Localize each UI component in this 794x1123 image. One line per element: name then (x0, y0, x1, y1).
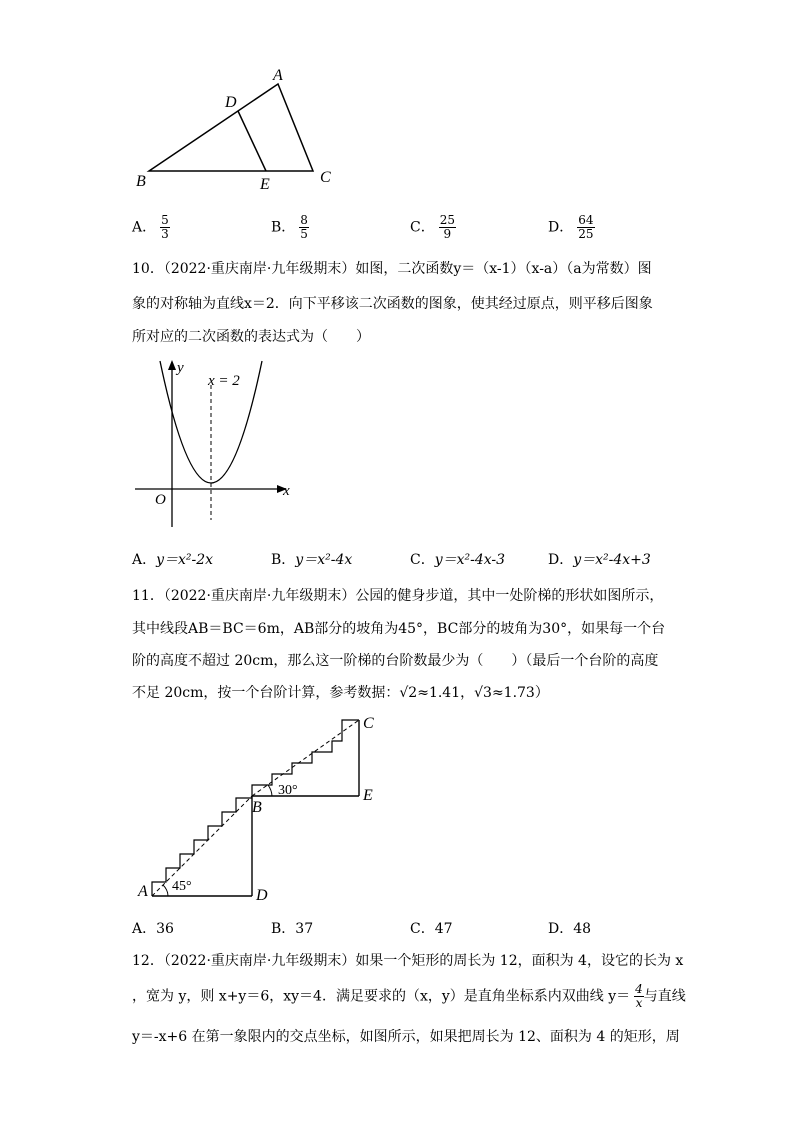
q9-option-b[interactable]: B． $\frac{8}{5}$ (271, 213, 308, 241)
q10-line-2: 象的对称轴为直线x＝2．向下平移该二次函数的图象，使其经过原点，则平移后图象 (132, 296, 653, 312)
label-B: B (252, 799, 262, 816)
label-C: C (363, 715, 374, 732)
label-E: E (260, 176, 270, 193)
q10-option-a[interactable]: A．y＝x²-2x (132, 552, 214, 568)
q9-option-c[interactable]: C． $\frac{25}{9}$ (410, 213, 455, 241)
q10-line-1: 10．（2022·重庆南岸·九年级期末）如图，二次函数y＝（x-1）（x-a）（a为常数）图 (132, 261, 652, 277)
q12-line-2: ，宽为 y，则 x+y＝6，xy＝4．满足要求的（x，y）是直角坐标系内双曲线 y＝ $\frac{4}{x}$ 与直线 (132, 982, 686, 1010)
label-A: A (273, 67, 283, 84)
label-B: B (136, 173, 146, 190)
q12-line-1: 12．（2022·重庆南岸·九年级期末）如果一个矩形的周长为 12，面积为 4，设它的长为 x (132, 953, 684, 969)
label-y: y (177, 360, 184, 376)
angle-45: 45° (172, 879, 192, 894)
q11-option-b[interactable]: B．37 (271, 921, 314, 937)
angle-30: 30° (278, 783, 298, 798)
q11-line-3: 阶的高度不超过 20cm，那么这一阶梯的台阶数最少为（ ）（最后一个台阶的高度 (132, 653, 659, 669)
label-O: O (155, 492, 166, 508)
q12-line-3: y＝-x+6 在第一象限内的交点坐标，如图所示，如果把周长为 12、面积为 4 的矩形，周 (132, 1029, 680, 1045)
q11-stairs-figure (130, 710, 390, 910)
label-axis: x = 2 (208, 373, 240, 389)
q11-option-d[interactable]: D．48 (548, 921, 592, 937)
label-C: C (320, 169, 331, 186)
label-A: A (138, 883, 148, 900)
label-E: E (363, 787, 373, 804)
label-D: D (225, 94, 237, 111)
q11-option-c[interactable]: C．47 (410, 921, 453, 937)
q11-line-2: 其中线段AB＝BC＝6m，AB部分的坡角为45°，BC部分的坡角为30°，如果每一个台 (132, 621, 666, 637)
q9-triangle-figure (130, 62, 350, 198)
label-x: x (283, 483, 290, 499)
q10-line-3: 所对应的二次函数的表达式为（ ） (132, 329, 370, 345)
q11-option-a[interactable]: A．36 (132, 921, 174, 937)
q11-line-4: 不足 20cm，按一个台阶计算，参考数据：√2≈1.41，√3≈1.73） (132, 685, 549, 701)
q11-line-1: 11．（2022·重庆南岸·九年级期末）公园的健身步道，其中一处阶梯的形状如图所示， (132, 588, 664, 604)
label-D: D (256, 887, 268, 904)
q10-option-b[interactable]: B．y＝x²-4x (271, 552, 353, 568)
q10-option-c[interactable]: C．y＝x²-4x-3 (410, 552, 506, 568)
q10-option-d[interactable]: D．y＝x²-4x+3 (548, 552, 651, 568)
q9-option-a[interactable]: A． $\frac{5}{3}$ (132, 213, 169, 241)
q10-parabola-figure (130, 355, 305, 535)
q9-option-d[interactable]: D． $\frac{64}{25}$ (548, 213, 594, 241)
